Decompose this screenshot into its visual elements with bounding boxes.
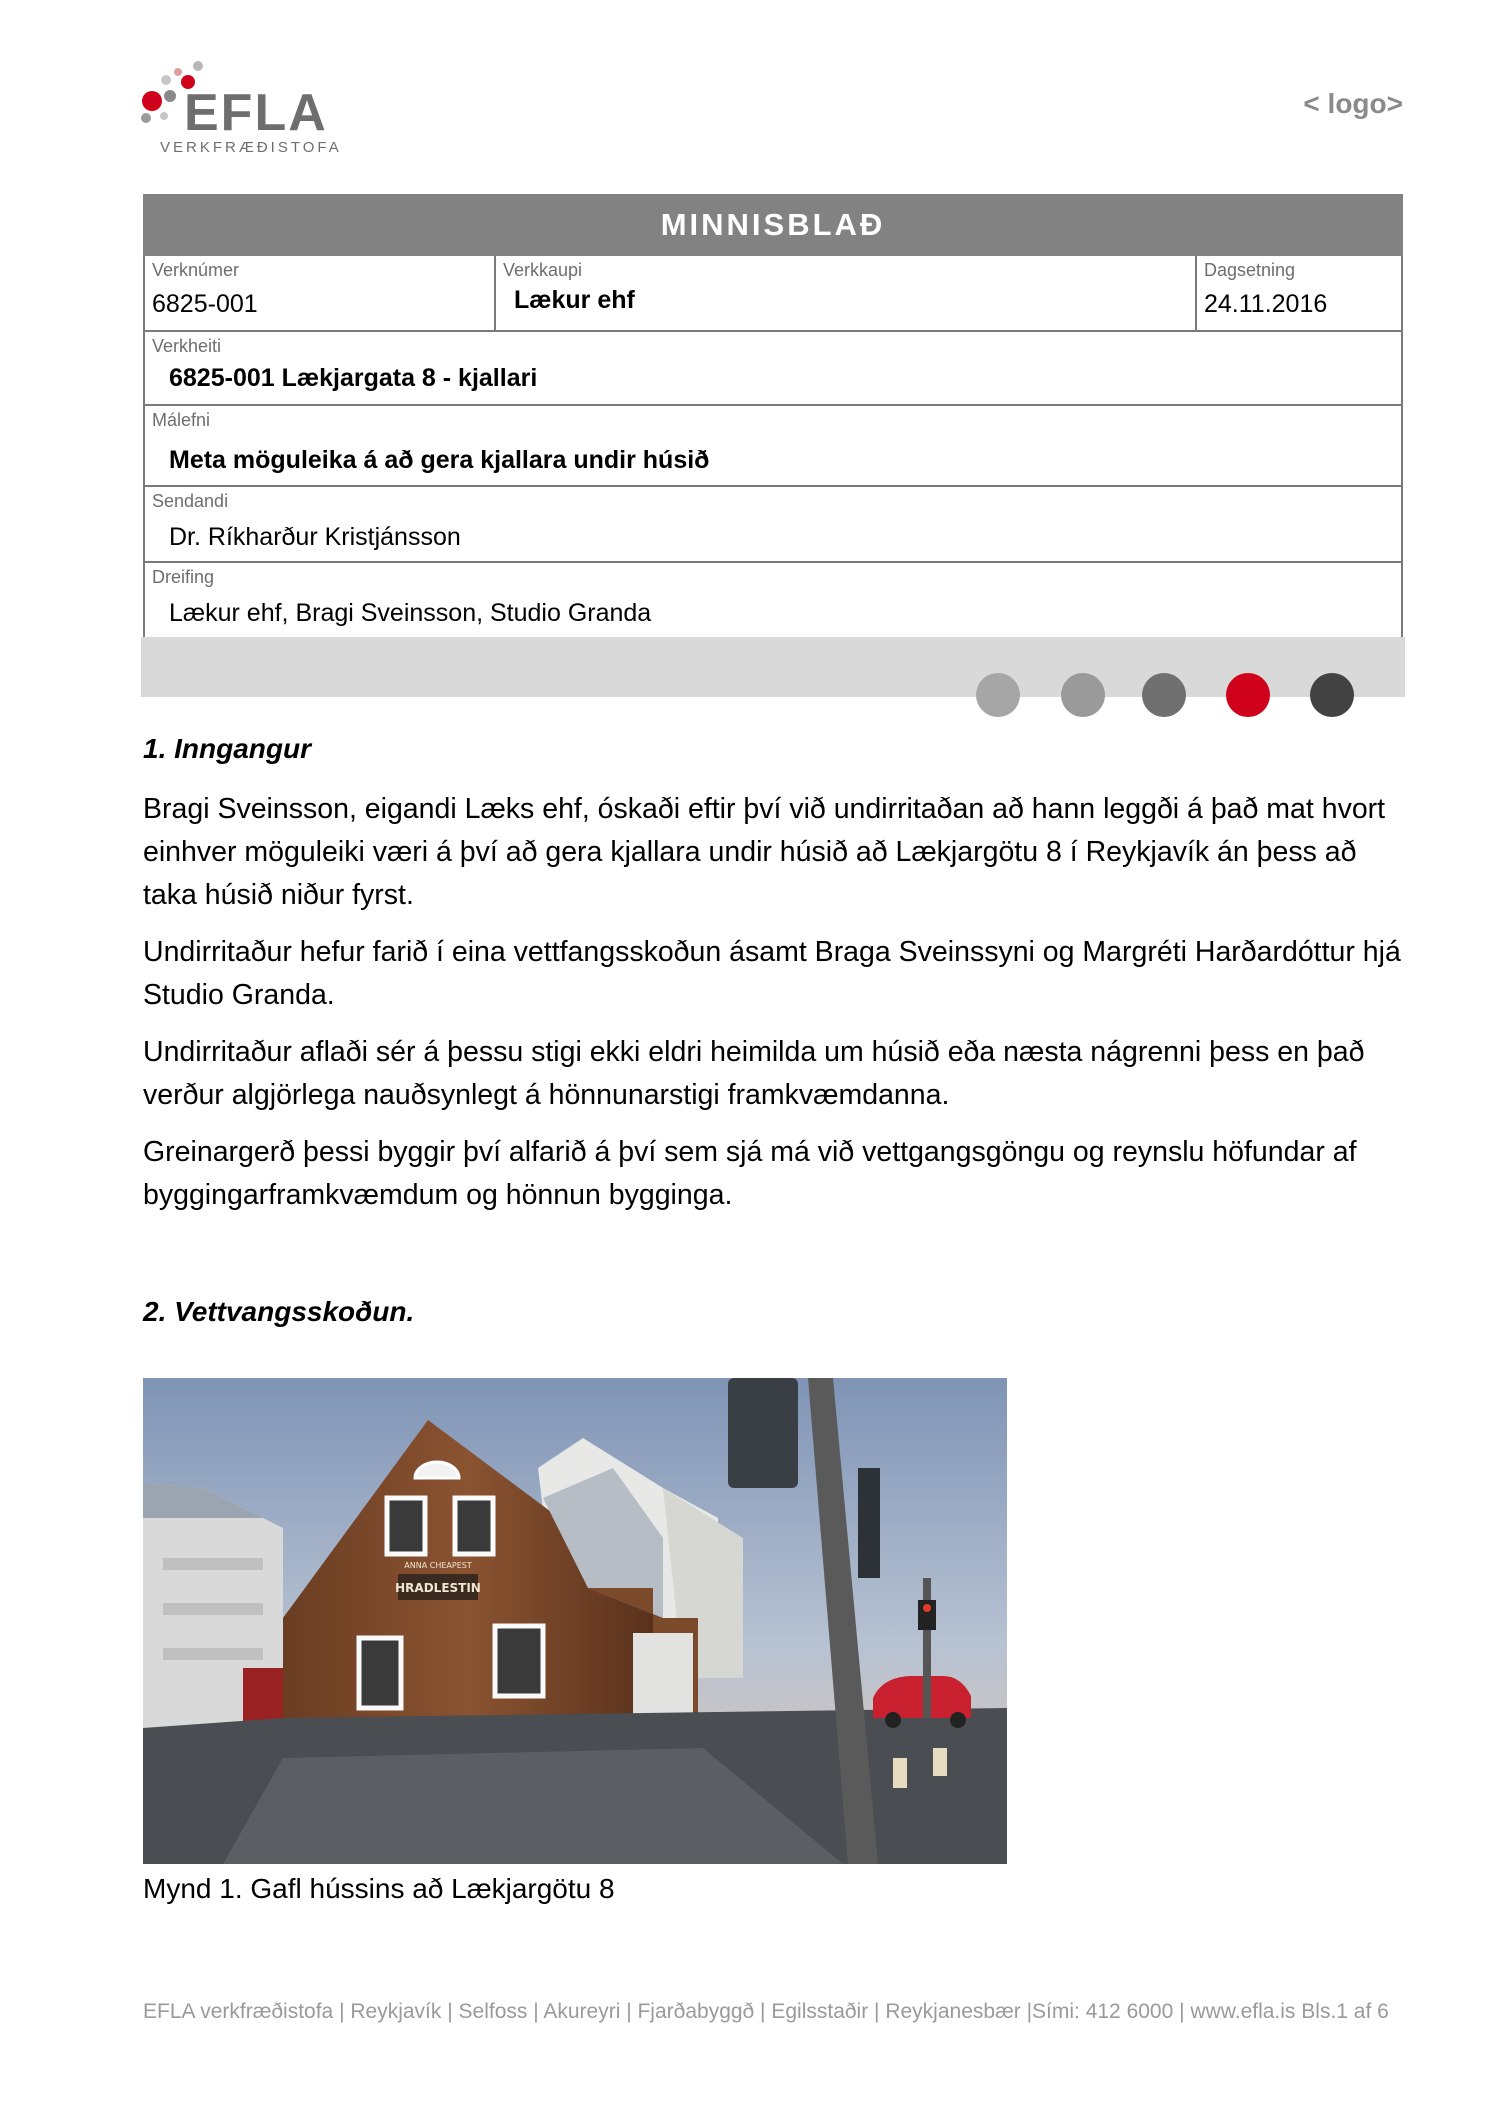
malefni-value: Meta möguleika á að gera kjallara undir húsið bbox=[169, 446, 710, 474]
sendandi-label: Sendandi bbox=[152, 491, 229, 511]
memo-row-dreifing bbox=[143, 563, 1403, 639]
logo-wordmark: EFLA bbox=[184, 84, 328, 142]
memo-row-verkheiti bbox=[143, 332, 1403, 406]
memo-title: MINNISBLAÐ bbox=[143, 194, 1403, 256]
malefni-label: Málefni bbox=[152, 410, 211, 430]
verkheiti-label: Verkheiti bbox=[152, 336, 222, 356]
section-heading-inngangur: 1. Inngangur bbox=[143, 733, 311, 764]
decorative-band bbox=[141, 637, 1405, 697]
paragraph-1: Bragi Sveinsson, eigandi Læks ehf, óskaði eftir því við undirritaðan að hann leggði á það mat hvort einhver möguleiki væri á því að gera kjallara undir húsið að Lækjargötu 8 í Reykjavík án þess að taka húsið niður fyrst. bbox=[143, 793, 1386, 911]
verkkaupi-cell bbox=[494, 256, 1195, 330]
efla-logo bbox=[140, 56, 370, 156]
dreifing-label: Dreifing bbox=[152, 567, 215, 587]
efla-logo-graphic bbox=[140, 56, 370, 156]
memo-row-malefni bbox=[143, 406, 1403, 487]
figure-caption: Mynd 1. Gafl hússins að Lækjargötu 8 bbox=[143, 1873, 615, 1904]
verknumer-value: 6825-001 bbox=[152, 290, 258, 318]
dagsetning-value: 24.11.2016 bbox=[1204, 290, 1328, 318]
memo-row-sendandi bbox=[143, 487, 1403, 563]
sign-small-text: ANNA CHEAPEST bbox=[404, 1561, 472, 1570]
building-photo bbox=[143, 1378, 1007, 1864]
verkkaupi-label: Verkkaupi bbox=[503, 260, 583, 280]
dagsetning-cell bbox=[1195, 256, 1401, 330]
verkheiti-value: 6825-001 Lækjargata 8 - kjallari bbox=[169, 364, 538, 392]
verknumer-cell bbox=[145, 256, 494, 330]
logo-placeholder: < logo> bbox=[1303, 88, 1403, 119]
paragraph-3: Undirritaður aflaði sér á þessu stigi ekki eldri heimilda um húsið eða næsta nágrenni þess en það verður algjörlega nauðsynlegt á hönnunarstigi framkvæmdanna. bbox=[143, 1036, 1365, 1111]
dreifing-value: Lækur ehf, Bragi Sveinsson, Studio Granda bbox=[169, 599, 652, 627]
dot-2 bbox=[1061, 673, 1105, 717]
dot-5 bbox=[1310, 673, 1354, 717]
dagsetning-label: Dagsetning bbox=[1204, 260, 1296, 280]
paragraph-4: Greinargerð þessi byggir því alfarið á því sem sjá má við vettgangsgöngu og reynslu höfundar af byggingarframkvæmdum og hönnun bygginga. bbox=[143, 1136, 1357, 1211]
sendandi-value: Dr. Ríkharður Kristjánsson bbox=[169, 523, 461, 551]
paragraph-2: Undirritaður hefur farið í eina vettfangsskoðun ásamt Braga Sveinssyni og Margréti Harðardóttur hjá Studio Granda. bbox=[143, 936, 1401, 1011]
memo-header-table bbox=[143, 194, 1403, 639]
verknumer-label: Verknúmer bbox=[152, 260, 240, 280]
verkkaupi-value: Lækur ehf bbox=[514, 286, 635, 314]
sign-text: HRADLESTIN bbox=[395, 1581, 481, 1595]
memo-row-project bbox=[143, 256, 1403, 332]
section-heading-vettvangsskodun: 2. Vettvangsskoðun. bbox=[143, 1296, 415, 1327]
dot-3 bbox=[1142, 673, 1186, 717]
logo-subtitle: VERKFRÆÐISTOFA bbox=[160, 139, 342, 156]
dot-1 bbox=[976, 673, 1020, 717]
page-footer: EFLA verkfræðistofa | Reykjavík | Selfoss | Akureyri | Fjarðabyggð | Egilsstaðir | Reykjanesbær |Sími: 412 6000 | www.efla.is Bls.1 af 6 bbox=[143, 2000, 1389, 2023]
dot-4 bbox=[1226, 673, 1270, 717]
